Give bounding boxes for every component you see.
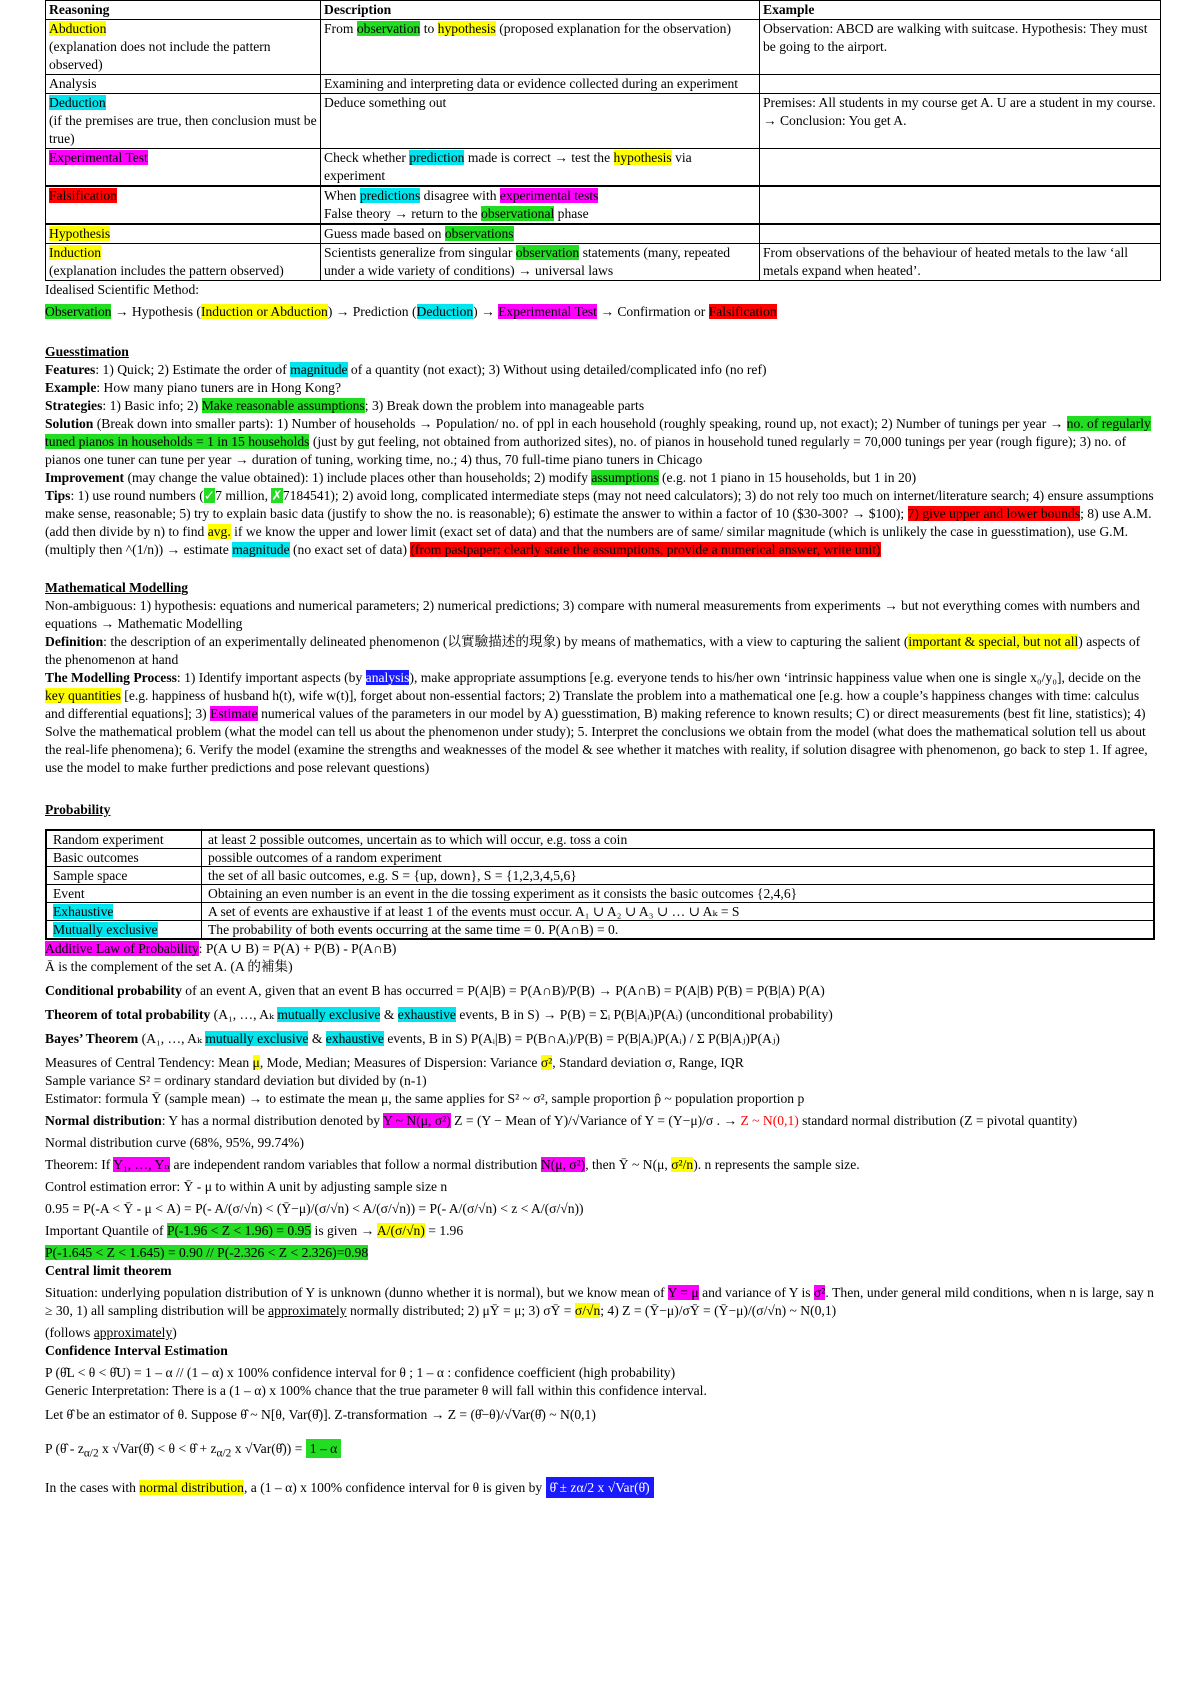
ci-line-1: P (θ̂L < θ < θ̂U) = 1 – α // (1 – α) x 100% confidence interval for θ ; 1 – α : confidence coefficient (high probability)	[45, 1365, 676, 1380]
text: : 1) Identify important aspects (by	[176, 670, 366, 685]
subscript: α/2	[216, 1447, 232, 1460]
highlight: assumptions	[591, 470, 659, 485]
section-title-modelling: Mathematical Modelling	[45, 580, 189, 595]
highlight: magnitude	[232, 542, 290, 557]
label: Example	[45, 380, 97, 395]
desc-text: phase	[554, 206, 589, 221]
text: Theorem: If	[45, 1157, 114, 1172]
label: Definition	[45, 634, 104, 649]
text: . Then, under general mild conditions, when n is large, say n ≥ 30, 1) all sampling distribution will be	[45, 1285, 1154, 1318]
definition: Obtaining an even number is an event in the die tossing experiment as it consists the basic outcomes {2,4,6}	[202, 885, 1155, 903]
ci-line-2: Generic Interpretation: There is a (1 – α) x 100% chance that the true parameter θ will fall within this confidence interval.	[45, 1383, 707, 1398]
text: : Y has a normal distribution denoted by	[161, 1113, 383, 1128]
sci-method-chain	[45, 303, 1155, 321]
desc-text: Deduce something out	[321, 94, 760, 149]
highlight: no. of regularly tuned pianos in households = 1 in 15 households	[45, 416, 1151, 449]
definition: The probability of both events occurring at the same time = 0. P(A∩B) = 0.	[202, 921, 1155, 940]
label: Features	[45, 362, 96, 377]
table-row	[46, 921, 1154, 940]
highlight: Additive Law of Probability	[45, 941, 199, 956]
text: (follows	[45, 1325, 94, 1340]
example-cell: Premises: All students in my course get A. U are a student in my course. → Conclusion: You get A.	[760, 94, 1161, 149]
hl-observation: Observation	[45, 304, 112, 319]
text: , then Ȳ ~ N(μ,	[585, 1157, 672, 1172]
term-note: (if the premises are true, then conclusion must be true)	[49, 113, 317, 146]
desc-highlight: observation	[515, 245, 580, 260]
highlight: 7) give upper and lower bounds	[907, 506, 1081, 521]
text: ; 4) Z = (Ȳ−μ)/σȲ = (Ȳ−μ)/(σ/√n) ~ N(0,1)	[600, 1303, 837, 1318]
highlight: σ²/n	[671, 1157, 694, 1172]
highlight: magnitude	[290, 362, 348, 377]
text: , Mode, Median; Measures of Dispersion: Variance	[259, 1055, 541, 1070]
text: Z = (Y − Mean of Y)/√Variance of Y = (Y−μ)/σ . →	[450, 1113, 741, 1128]
guess-tips	[45, 487, 1155, 559]
text: ), make appropriate assumptions [e.g. everyone tends to his/her own ‘intrinsic happiness value when one is single x₀/y₀], decide on the	[409, 670, 1141, 685]
desc-text: made is correct → test the	[464, 150, 614, 165]
table-row	[46, 224, 1161, 244]
highlight: Make reasonable assumptions	[201, 398, 365, 413]
col-header-reasoning: Reasoning	[46, 1, 321, 20]
col-header-description: Description	[321, 1, 760, 20]
text: → Hypothesis (	[111, 304, 201, 319]
highlight: μ	[252, 1055, 260, 1070]
text: , Standard deviation σ, Range, IQR	[552, 1055, 744, 1070]
desc-text: Guess made based on	[324, 226, 445, 241]
example-cell: Observation: ABCD are walking with suitcase. Hypothesis: They must be going to the airport.	[760, 20, 1161, 75]
desc-text: (proposed explanation for the observation)	[495, 21, 732, 36]
term-note: (explanation does not include the pattern observed)	[49, 39, 271, 72]
reasoning-table-header	[46, 1, 1161, 20]
term-experimental-test: Experimental Test	[49, 150, 148, 165]
text: (e.g. not 1 piano in 15 households, but 1 in 20)	[658, 470, 917, 485]
text: (may change the value obtained): 1) include places other than households; 2) modify	[124, 470, 592, 485]
desc-highlight: experimental tests	[499, 188, 599, 203]
highlight: Y = μ	[667, 1285, 699, 1300]
ci-line-4	[45, 1440, 1155, 1463]
desc-text: From	[324, 21, 357, 36]
term-deduction: Deduction	[49, 95, 106, 110]
term: Exhaustive	[53, 904, 114, 919]
highlight: important & special, but not all	[908, 634, 1079, 649]
desc-text: Check whether	[324, 150, 410, 165]
definition: possible outcomes of a random experiment	[202, 849, 1155, 867]
term-abduction: Abduction	[49, 21, 107, 36]
section-title-probability: Probability	[45, 802, 111, 817]
table-row	[46, 830, 1154, 849]
text: ) →	[473, 304, 499, 319]
desc-text: False theory → return to the	[324, 206, 482, 221]
desc-highlight: observation	[356, 21, 421, 36]
highlight: Z ~ N(0,1)	[740, 1113, 799, 1128]
highlight: Y ~ N(μ, σ²)	[382, 1113, 451, 1128]
highlight: analysis	[365, 670, 410, 685]
text: approximately	[93, 1325, 173, 1340]
table-row	[46, 849, 1154, 867]
text: &	[380, 1007, 398, 1022]
text: (A₁, …, Aₖ	[210, 1007, 278, 1022]
text: ). n represents the sample size.	[693, 1157, 860, 1172]
control-error: Control estimation error: Ȳ - μ to within A unit by adjusting sample size n	[45, 1179, 448, 1194]
ci-line-3: Let θ̂ be an estimator of θ. Suppose θ̂ ~ N[θ, Var(θ̂)]. Z-transformation → Z = (θ̂−θ)/√Var(θ̂) ~ N(0,1)	[45, 1407, 596, 1422]
term-hypothesis: Hypothesis	[49, 226, 111, 241]
desc-highlight: prediction	[409, 150, 465, 165]
hl-falsification: Falsification	[708, 304, 777, 319]
section-title-guesstimation: Guesstimation	[45, 344, 129, 359]
total-probability	[45, 1006, 1155, 1024]
text: : 1) Basic info; 2)	[102, 398, 202, 413]
text: events, B in S) → P(B) = Σᵢ P(B|Aᵢ)P(Aᵢ) (unconditional probability)	[455, 1007, 833, 1022]
highlight: avg.	[207, 524, 231, 539]
text: : P(A ∪ B) = P(A) + P(B) - P(A∩B)	[198, 941, 397, 956]
guess-example	[45, 379, 1155, 397]
text: , a (1 – α) x 100% confidence interval for θ is given by	[243, 1479, 546, 1495]
col-header-example: Example	[760, 1, 1161, 20]
highlight: mutually exclusive	[205, 1031, 309, 1046]
table-row	[46, 244, 1161, 281]
text: : the description of an experimentally delineated phenomenon (以實驗描述的現象) by means of mathematics, with a view to capturing the salient (	[103, 634, 909, 649]
desc-highlight: hypothesis	[613, 150, 672, 165]
example-cell	[760, 149, 1161, 187]
label: Conditional probability	[45, 983, 182, 998]
label: Improvement	[45, 470, 125, 485]
desc-text: disagree with	[420, 188, 500, 203]
text: ; 3) Break down the problem into manageable parts	[364, 398, 645, 413]
hl-induction: Induction or Abduction	[200, 304, 328, 319]
guess-solution	[45, 415, 1155, 469]
bayes-theorem	[45, 1030, 1155, 1048]
sci-method-title: Idealised Scientific Method:	[45, 282, 200, 297]
text: : How many piano tuners are in Hong Kong?	[96, 380, 341, 395]
text: x √Var(θ̂)) =	[231, 1441, 306, 1456]
desc-text: statements (many, repeated under a wide variety of conditions) → universal laws	[324, 245, 731, 278]
label: Theorem of total probability	[45, 1007, 211, 1022]
example-cell	[760, 75, 1161, 94]
text: x √Var(θ̂) < θ < θ̂ + z	[98, 1441, 217, 1456]
highlight: σ/√n	[574, 1303, 601, 1318]
term: Mutually exclusive	[53, 922, 158, 937]
text: of a quantity (not exact); 3) Without using detailed/complicated info (no ref)	[347, 362, 767, 377]
definition: the set of all basic outcomes, e.g. S = {up, down}, S = {1,2,3,4,5,6}	[202, 867, 1155, 885]
term-induction: Induction	[49, 245, 102, 260]
text: normally distributed; 2) μȲ = μ; 3) σȲ =	[346, 1303, 575, 1318]
text: approximately	[268, 1303, 347, 1318]
important-quantile	[45, 1222, 1155, 1240]
quantiles-2	[45, 1244, 1155, 1262]
highlight: 1 – α	[306, 1439, 342, 1458]
guess-features	[45, 361, 1155, 379]
text: &	[308, 1031, 326, 1046]
highlight: exhaustive	[325, 1031, 384, 1046]
highlight: Estimate	[210, 706, 258, 721]
desc-text: to	[420, 21, 438, 36]
text: events, B in S) P(Aᵢ|B) = P(B∩Aᵢ)/P(B) = P(B|Aᵢ)P(Aᵢ) / Σ P(B|Aⱼ)P(Aⱼ)	[383, 1031, 780, 1046]
text: (Break down into smaller parts): 1) Number of households → Population/ no. of ppl in each household (roughly speaking, round up, not exact); 2) Number of tunings per year →	[93, 416, 1067, 431]
check-icon: ✓	[203, 488, 216, 503]
text: ) → Prediction (	[327, 304, 417, 319]
text: P (θ̂ - z	[45, 1441, 84, 1456]
highlight: mutually exclusive	[277, 1007, 381, 1022]
text: if we know the upper and lower limit (exact set of data) and that the numbers are of same/ similar magnitude (which is unlikely the case in guesstimation), use G.M. (multiply then ^(1/n)) → estimate	[45, 524, 1129, 557]
text: (A₁, …, Aₖ	[138, 1031, 206, 1046]
normal-distribution	[45, 1112, 1155, 1130]
text: of an event A, given that an event B has occurred = P(A|B) = P(A∩B)/P(B) → P(A∩B) = P(A|B) P(B) = P(B|A) P(A)	[181, 983, 825, 998]
highlight: N(μ, σ²)	[540, 1157, 586, 1172]
guess-improvement	[45, 469, 1155, 487]
highlight: exhaustive	[397, 1007, 456, 1022]
estimator: Estimator: formula Ȳ (sample mean) → to estimate the mean μ, the same applies for S² ~ σ², sample proportion p̂ ~ population proportion p	[45, 1091, 805, 1106]
example-cell: From observations of the behaviour of heated metals to the law ‘all metals expand when heated’.	[760, 244, 1161, 281]
table-row	[46, 186, 1161, 224]
text: are independent random variables that follow a normal distribution	[170, 1157, 541, 1172]
subscript: α/2	[83, 1447, 99, 1460]
table-row	[46, 75, 1161, 94]
highlight: P(-1.96 < Z < 1.96) = 0.95	[166, 1223, 312, 1238]
desc-highlight: observations	[444, 226, 514, 241]
term-falsification: Falsification	[49, 188, 117, 203]
eq-095: 0.95 = P(-A < Ȳ - μ < A) = P(- A/(σ/√n) < (Ȳ−μ)/(σ/√n) < A/(σ/√n)) = P(- A/(σ/√n) < z < A/(σ/√n))	[45, 1201, 584, 1216]
highlight: key quantities	[45, 688, 121, 703]
guess-strategies	[45, 397, 1155, 415]
model-process	[45, 669, 1155, 777]
table-row	[46, 885, 1154, 903]
central-tendency	[45, 1054, 1155, 1072]
desc-text: When	[324, 188, 360, 203]
ci-line-5	[45, 1479, 1155, 1497]
highlight: σ²	[540, 1055, 553, 1070]
sample-variance: Sample variance S² = ordinary standard deviation but divided by (n-1)	[45, 1073, 427, 1088]
complement: Ā is the complement of the set A. (A 的補集)	[45, 959, 293, 974]
desc-text: Examining and interpreting data or evidence collected during an experiment	[321, 75, 760, 94]
clt-body	[45, 1284, 1155, 1320]
label: Solution	[45, 416, 94, 431]
highlight: θ̂ ± zα/2 x √Var(θ̂)	[546, 1477, 654, 1498]
highlight: σ²	[813, 1285, 826, 1300]
term-analysis: Analysis	[49, 76, 97, 91]
reasoning-table	[45, 0, 1161, 281]
text: is given →	[311, 1223, 377, 1238]
desc-highlight: hypothesis	[437, 21, 496, 36]
example-cell	[760, 186, 1161, 224]
label: Strategies	[45, 398, 103, 413]
text: numerical values of the parameters in our model by A) guesstimation, B) making reference to known results; C) or direct measurements (best fit line, statistics); 4) Solve the mathematical problem (what the model can tell us about the phenomenon under study); 5. Interpret the conclusions we obtain from the model (what does the mathematical solution tell us about the real-life phenomena); 6. Verify the model (examine the strengths and weaknesses of the model & see whether it matches with reality, if solution disagree with phenomenon, go back to step 1. If agree, use the model to make further predictions and pose relevant questions)	[45, 706, 1148, 775]
highlight: (from pastpaper: clearly state the assumptions, provide a numerical answer, write unit)	[410, 542, 881, 557]
text: )	[172, 1325, 177, 1340]
text: Important Quantile of	[45, 1223, 167, 1238]
clt-follows	[45, 1324, 1155, 1342]
text: 7 million,	[215, 488, 272, 503]
conditional-probability	[45, 982, 1155, 1000]
text: : 1) use round numbers (	[70, 488, 204, 503]
highlight: normal distribution	[139, 1479, 244, 1495]
term: Event	[53, 886, 85, 901]
table-row	[46, 94, 1161, 149]
table-row	[46, 20, 1161, 75]
text: (no exact set of data)	[289, 542, 411, 557]
text: Situation: underlying population distribution of Y is unknown (dunno whether it is normal), but we know mean of	[45, 1285, 668, 1300]
label: The Modelling Process	[45, 670, 177, 685]
highlight: A/(σ/√n)	[376, 1223, 425, 1238]
text: = 1.96	[424, 1223, 464, 1238]
text: → Confirmation or	[596, 304, 709, 319]
text: In the cases with	[45, 1479, 140, 1495]
model-definition	[45, 633, 1155, 669]
text: : 1) Quick; 2) Estimate the order of	[95, 362, 291, 377]
normal-curve: Normal distribution curve (68%, 95%, 99.74%)	[45, 1135, 304, 1150]
desc-highlight: predictions	[359, 188, 421, 203]
table-row	[46, 149, 1161, 187]
term: Sample space	[53, 868, 128, 883]
desc-text: via experiment	[324, 150, 692, 183]
desc-text: Scientists generalize from singular	[324, 245, 516, 260]
additive-law	[45, 940, 1155, 958]
highlight: Y₁, …, Yₙ	[113, 1157, 171, 1172]
table-row	[46, 867, 1154, 885]
ci-title: Confidence Interval Estimation	[45, 1343, 228, 1358]
desc-highlight: observational	[481, 206, 555, 221]
theorem	[45, 1156, 1155, 1174]
clt-title: Central limit theorem	[45, 1263, 172, 1278]
text: Measures of Central Tendency: Mean	[45, 1055, 253, 1070]
label: Tips	[45, 488, 71, 503]
example-cell	[760, 224, 1161, 244]
hl-deduction: Deduction	[416, 304, 474, 319]
definition: A set of events are exhaustive if at least 1 of the events must occur. A₁ ∪ A₂ ∪ A₃ ∪ … ∪ Aₖ = S	[202, 903, 1155, 921]
term-note: (explanation includes the pattern observed)	[49, 263, 284, 278]
model-nonambiguous: Non-ambiguous: 1) hypothesis: equations and numerical parameters; 2) numerical predictions; 3) compare with numeral measurements from experiments → but not everything comes with numbers and equations → Mathematic Modelling	[45, 598, 1140, 631]
hl-experimental-test: Experimental Test	[498, 304, 597, 319]
text: (just by gut feeling, not obtained from authorized sites), no. of pianos in household tuned regularly = 70,000 tunings per year (rough figure); 3) no. of pianos one tuner can tune per year → duration of tuning, working time, no.; 4) thus, 70 full-time piano tuners in Chicago	[45, 434, 1127, 467]
label: Bayes’ Theorem	[45, 1031, 139, 1046]
text: ) aspects of the phenomenon at hand	[45, 634, 1141, 667]
table-row	[46, 903, 1154, 921]
text: standard normal distribution (Z = pivotal quantity)	[798, 1113, 1078, 1128]
text: 7184541); 2) avoid long, complicated intermediate steps (may not need calculators); 3) do not rely too much on internet/literature search; 4) ensure assumptions make sense, reasonable; 5) try to explain basic data (justify to show the no. is reasonable); 6) estimate the answer to within a factor of 10 ($30-300? → $100);	[45, 488, 1154, 521]
probability-table	[45, 829, 1155, 940]
highlight: P(-1.645 < Z < 1.645) = 0.90 // P(-2.326 < Z < 2.326)=0.98	[45, 1245, 369, 1260]
text: and variance of Y is	[698, 1285, 814, 1300]
term: Random experiment	[53, 832, 164, 847]
cross-icon: ✗	[271, 488, 283, 503]
term: Basic outcomes	[53, 850, 139, 865]
text: [e.g. happiness of husband h(t), wife w(t)], forget about non-essential factors; 2) Translate the problem into a mathematical one [e.g. how a couple’s happiness changes with time: calculus and differential equations]; 3)	[45, 688, 1140, 721]
label: Normal distribution	[45, 1113, 162, 1128]
definition: at least 2 possible outcomes, uncertain as to which will occur, e.g. toss a coin	[202, 830, 1155, 849]
text: ; 8) use A.M. (add then divide by n) to find	[45, 506, 1152, 539]
